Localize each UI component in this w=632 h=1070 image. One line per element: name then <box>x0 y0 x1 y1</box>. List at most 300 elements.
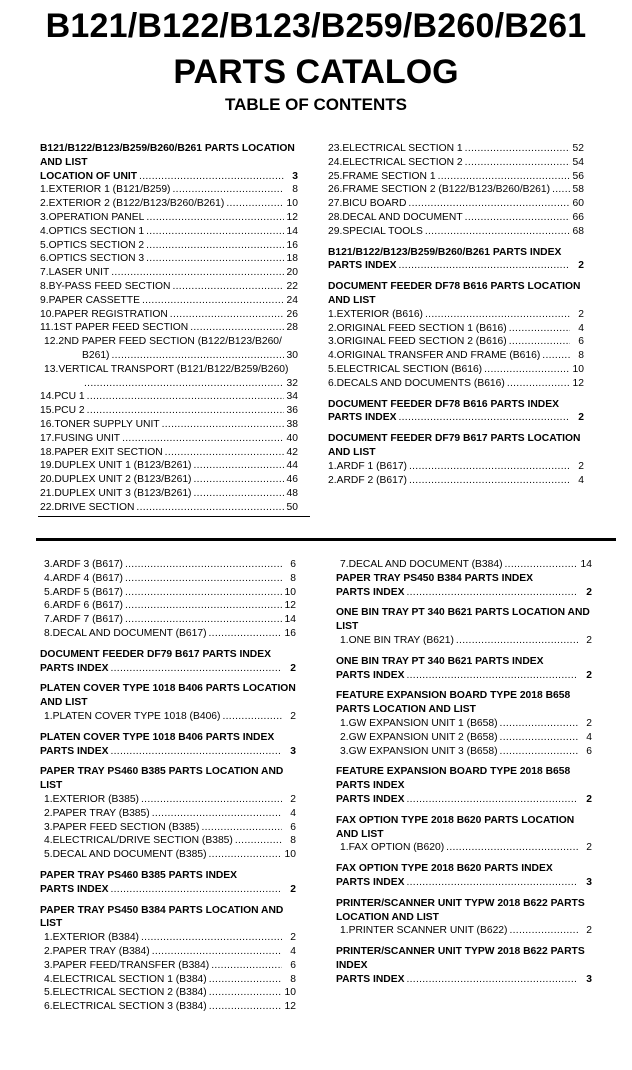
toc-entry[interactable] <box>40 945 296 959</box>
page-number: 3 <box>292 170 298 182</box>
page-number: 4 <box>578 322 584 334</box>
page-number: 42 <box>286 446 298 458</box>
page-number: 52 <box>572 143 584 154</box>
toc-entry-label: 9.PAPER CASSETTE <box>40 294 140 306</box>
dot-leader <box>507 377 570 391</box>
page-number: 10 <box>286 198 298 210</box>
toc-entry-label: 5.DECAL AND DOCUMENT (B385) <box>44 849 207 861</box>
toc-entry[interactable] <box>40 404 298 418</box>
toc-entry[interactable] <box>40 848 296 862</box>
toc-entry[interactable] <box>40 710 296 724</box>
toc-entry[interactable] <box>40 959 296 973</box>
dot-leader <box>456 634 578 648</box>
toc-entry[interactable] <box>40 432 298 446</box>
dot-leader <box>465 156 570 170</box>
dot-leader <box>87 404 284 418</box>
toc-entry-label: 1.ONE BIN TRAY (B621) <box>340 634 454 646</box>
toc-column-upper-right <box>328 142 584 487</box>
page-number: 32 <box>286 377 298 389</box>
dot-leader <box>409 460 570 474</box>
toc-entry[interactable] <box>336 558 592 572</box>
toc-entry-label: PARTS INDEX <box>40 662 109 674</box>
page-number: 6 <box>290 959 296 971</box>
dot-leader <box>406 876 578 890</box>
toc-entry-label: 7.ARDF 7 (B617) <box>44 614 123 626</box>
parts-index-entry[interactable] <box>336 586 592 600</box>
toc-entry[interactable] <box>40 613 296 627</box>
toc-entry-label: 25.FRAME SECTION 1 <box>328 170 436 182</box>
page-number: 2 <box>290 932 296 944</box>
toc-entry-label: 10.PAPER REGISTRATION <box>40 308 168 320</box>
dot-leader <box>110 662 282 676</box>
page-number: 50 <box>286 501 298 513</box>
toc-entry-label: 27.BICU BOARD <box>328 198 407 210</box>
dot-leader <box>125 586 282 600</box>
toc-entry[interactable] <box>40 308 298 322</box>
dot-leader <box>209 986 282 1000</box>
page-number: 8 <box>290 572 296 584</box>
toc-entry-label: 22.DRIVE SECTION <box>40 501 135 513</box>
section-heading: FEATURE EXPANSION BOARD TYPE 2018 B658 PARTS INDEX <box>336 766 571 792</box>
toc-entry[interactable] <box>336 717 592 731</box>
dot-leader <box>446 841 578 855</box>
toc-entry[interactable] <box>40 487 298 501</box>
parts-index-entry[interactable] <box>40 170 298 184</box>
dot-leader <box>500 717 578 731</box>
dot-leader <box>438 170 570 184</box>
toc-entry[interactable] <box>40 821 296 835</box>
dot-leader <box>146 211 284 225</box>
page-number: 22 <box>286 280 298 292</box>
page-number: 66 <box>572 211 584 223</box>
dot-leader <box>87 390 284 404</box>
toc-entry[interactable] <box>40 349 298 363</box>
page-number: 14 <box>284 614 296 626</box>
toc-entry-label: 3.PAPER FEED/TRANSFER (B384) <box>44 959 210 971</box>
toc-entry[interactable] <box>40 390 298 404</box>
toc-entry[interactable] <box>40 459 298 473</box>
toc-entry[interactable] <box>336 924 592 938</box>
dot-leader <box>542 349 570 363</box>
page-number: 18 <box>286 253 298 265</box>
page-number: 58 <box>572 184 584 196</box>
toc-entry-label: 3.ORIGINAL FEED SECTION 2 (B616) <box>328 336 507 348</box>
page-number: 36 <box>286 405 298 417</box>
toc-entry-label: PARTS INDEX <box>328 260 397 272</box>
page-number: 3 <box>290 745 296 757</box>
page-number: 2 <box>290 883 296 895</box>
page-number: 46 <box>286 474 298 486</box>
page-number: 2 <box>586 925 592 937</box>
toc-entry[interactable] <box>328 335 584 349</box>
toc-entry[interactable] <box>328 474 584 488</box>
toc-entry-label: 2.PAPER TRAY (B385) <box>44 807 150 819</box>
toc-entry-label: 6.ARDF 6 (B617) <box>44 600 123 612</box>
page-number: 8 <box>292 184 298 196</box>
page-number: 60 <box>572 198 584 210</box>
dot-leader <box>146 252 284 266</box>
page-number: 68 <box>572 225 584 237</box>
toc-entry[interactable] <box>40 586 296 600</box>
toc-entry-label: 4.OPTICS SECTION 1 <box>40 225 145 237</box>
toc-entry-label: PARTS INDEX <box>336 973 405 985</box>
dot-leader <box>209 848 282 862</box>
toc-entry-label: 4.ELECTRICAL/DRIVE SECTION (B385) <box>44 835 233 847</box>
dot-leader <box>111 349 284 363</box>
toc-entry-label: 5.OPTICS SECTION 2 <box>40 239 145 251</box>
toc-entry-label: 8.DECAL AND DOCUMENT (B617) <box>44 627 207 639</box>
section-heading: PAPER TRAY PS450 B384 PARTS LOCATION AND LIST <box>40 904 284 930</box>
page-number: 56 <box>572 170 584 182</box>
toc-entry[interactable] <box>336 634 592 648</box>
toc-entry[interactable] <box>40 501 298 515</box>
page-number: 2 <box>290 793 296 805</box>
dot-leader <box>509 335 570 349</box>
toc-entry-label: 1.EXTERIOR (B384) <box>44 932 139 944</box>
toc-entry[interactable] <box>40 473 298 487</box>
toc-entry-label: 18.PAPER EXIT SECTION <box>40 446 163 458</box>
page-number: 14 <box>580 559 592 570</box>
toc-entry[interactable] <box>40 377 298 391</box>
page-number: 3 <box>586 876 592 888</box>
section-heading: PRINTER/SCANNER UNIT TYPW 2018 B622 PARTS INDEX <box>336 946 585 971</box>
page-number: 4 <box>578 474 584 486</box>
toc-entry-label: PARTS INDEX <box>336 586 405 598</box>
toc-entry[interactable] <box>328 197 584 211</box>
toc-entry-label: 5.ELECTRICAL SECTION 2 (B384) <box>44 987 207 999</box>
page-number: 14 <box>286 225 298 237</box>
toc-entry-label: 1.GW EXPANSION UNIT 1 (B658) <box>340 717 498 729</box>
dot-leader <box>209 1000 282 1014</box>
dot-leader <box>406 586 578 600</box>
parts-index-entry[interactable] <box>336 876 592 890</box>
section-divider-thin <box>38 516 310 517</box>
dot-leader <box>211 959 282 973</box>
document-title: B121/B122/B123/B259/B260/B261 <box>45 7 587 45</box>
toc-entry-label: 8.BY-PASS FEED SECTION <box>40 280 171 292</box>
toc-entry-label: 1.EXTERIOR (B616) <box>328 308 423 320</box>
page-number: 26 <box>286 308 298 320</box>
toc-entry-label: 1.ARDF 1 (B617) <box>328 460 407 472</box>
dot-leader <box>146 239 284 253</box>
toc-entry-label: 3.PAPER FEED SECTION (B385) <box>44 821 200 833</box>
section-heading: FEATURE EXPANSION BOARD TYPE 2018 B658 PARTS LOCATION AND LIST <box>336 690 571 716</box>
toc-entry[interactable] <box>40 599 296 613</box>
page-number: 10 <box>284 987 296 999</box>
toc-entry[interactable] <box>328 156 584 170</box>
toc-entry[interactable] <box>336 841 592 855</box>
page-number: 4 <box>290 945 296 957</box>
dot-leader <box>152 807 282 821</box>
parts-index-entry[interactable] <box>336 669 592 683</box>
dot-leader <box>406 793 578 807</box>
page-number: 8 <box>290 835 296 847</box>
toc-column-lower-left <box>40 558 296 1014</box>
toc-entry[interactable] <box>40 183 298 197</box>
dot-leader <box>209 973 282 987</box>
toc-entry-label: PARTS INDEX <box>40 745 109 757</box>
dot-leader <box>500 731 578 745</box>
toc-entry[interactable] <box>328 363 584 377</box>
section-heading: PLATEN COVER TYPE 1018 B406 PARTS INDEX <box>40 731 275 743</box>
page-number: 16 <box>284 627 296 639</box>
page-number: 2 <box>578 460 584 472</box>
page-number: 2 <box>586 634 592 646</box>
section-heading: ONE BIN TRAY PT 340 B621 PARTS LOCATION AND LIST <box>336 607 590 633</box>
page-number: 2 <box>578 260 584 272</box>
section-heading: B121/B122/B123/B259/B260/B261 PARTS INDEX <box>328 246 562 258</box>
page-number: 6 <box>290 559 296 570</box>
toc-entry[interactable] <box>336 731 592 745</box>
parts-index-entry[interactable] <box>40 662 296 676</box>
toc-column-upper-left <box>40 142 298 515</box>
toc-entry[interactable] <box>328 308 584 322</box>
page-number: 6 <box>578 336 584 348</box>
dot-leader <box>141 931 282 945</box>
toc-entry[interactable] <box>40 294 298 308</box>
dot-leader <box>505 558 578 572</box>
dot-leader <box>509 924 578 938</box>
page-number: 24 <box>286 294 298 306</box>
document-subtitle: PARTS CATALOG <box>173 53 459 91</box>
page-number: 40 <box>286 432 298 444</box>
toc-entry-label: 2.ARDF 2 (B617) <box>328 474 407 486</box>
dot-leader <box>201 821 282 835</box>
toc-entry-label: 2.PAPER TRAY (B384) <box>44 945 150 957</box>
dot-leader <box>170 308 284 322</box>
toc-entry-label: 4.ELECTRICAL SECTION 1 (B384) <box>44 973 207 985</box>
toc-entry[interactable] <box>40 931 296 945</box>
toc-entry[interactable] <box>40 834 296 848</box>
section-heading: PAPER TRAY PS460 B385 PARTS LOCATION AND LIST <box>40 766 284 792</box>
page-number: 4 <box>290 807 296 819</box>
toc-entry-label: PARTS INDEX <box>328 412 397 424</box>
dot-leader <box>425 225 570 239</box>
toc-entry[interactable] <box>40 986 296 1000</box>
page-number: 12 <box>284 1001 296 1013</box>
parts-index-entry[interactable] <box>336 973 592 987</box>
toc-entry-label: 24.ELECTRICAL SECTION 2 <box>328 156 463 168</box>
dot-leader <box>125 599 282 613</box>
toc-entry-continuation: B261) <box>82 349 110 361</box>
page-number: 2 <box>586 717 592 729</box>
page-number: 10 <box>284 849 296 861</box>
toc-entry-label: PARTS INDEX <box>336 669 405 681</box>
toc-entry[interactable] <box>40 252 298 266</box>
toc-entry[interactable] <box>328 225 584 239</box>
toc-entry-label: 1.FAX OPTION (B620) <box>340 842 445 854</box>
toc-entry[interactable] <box>40 572 296 586</box>
page-number: 2 <box>578 412 584 424</box>
toc-entry[interactable] <box>40 266 298 280</box>
toc-entry-label: PARTS INDEX <box>336 876 405 888</box>
dot-leader <box>173 183 285 197</box>
toc-entry-label: 7.DECAL AND DOCUMENT (B384) <box>340 559 503 570</box>
toc-entry[interactable] <box>40 280 298 294</box>
toc-entry-text[interactable]: 12.2ND PAPER FEED SECTION (B122/B123/B260/ <box>44 336 282 348</box>
page-number: 2 <box>586 586 592 598</box>
page-number: 12 <box>572 377 584 389</box>
toc-entry-label: 28.DECAL AND DOCUMENT <box>328 211 463 223</box>
toc-entry-label: 1.PLATEN COVER TYPE 1018 (B406) <box>44 710 221 722</box>
section-heading: ONE BIN TRAY PT 340 B621 PARTS INDEX <box>336 655 544 667</box>
dot-leader <box>193 473 284 487</box>
section-heading: PAPER TRAY PS450 B384 PARTS INDEX <box>336 572 534 584</box>
section-heading: FAX OPTION TYPE 2018 B620 PARTS INDEX <box>336 863 553 875</box>
toc-entry[interactable] <box>328 183 584 197</box>
toc-entry-label: 26.FRAME SECTION 2 (B122/B123/B260/B261) <box>328 184 551 196</box>
dot-leader <box>235 834 282 848</box>
dot-leader <box>406 973 578 987</box>
dot-leader <box>190 321 284 335</box>
toc-entry-label: PARTS INDEX <box>40 883 109 895</box>
dot-leader <box>141 793 282 807</box>
dot-leader <box>222 710 282 724</box>
toc-entry[interactable] <box>328 377 584 391</box>
toc-entry[interactable] <box>328 322 584 336</box>
dot-leader <box>408 197 570 211</box>
toc-entry[interactable] <box>40 321 298 335</box>
toc-entry[interactable] <box>328 211 584 225</box>
toc-entry-label: 16.TONER SUPPLY UNIT <box>40 418 160 430</box>
parts-index-entry[interactable] <box>336 793 592 807</box>
dot-leader <box>398 259 570 273</box>
page-number: 28 <box>286 322 298 334</box>
dot-leader <box>398 411 570 425</box>
dot-leader <box>142 294 284 308</box>
dot-leader <box>84 377 284 391</box>
dot-leader <box>409 474 570 488</box>
toc-entry[interactable] <box>40 211 298 225</box>
toc-entry-label: 2.GW EXPANSION UNIT 2 (B658) <box>340 731 498 743</box>
page-number: 2 <box>578 308 584 320</box>
section-heading: B121/B122/B123/B259/B260/B261 PARTS LOCATION AND LIST <box>40 143 295 168</box>
section-heading: PRINTER/SCANNER UNIT TYPW 2018 B622 PARTS LOCATION AND LIST <box>336 897 585 923</box>
dot-leader <box>139 170 284 184</box>
toc-entry-label: 23.ELECTRICAL SECTION 1 <box>328 143 463 154</box>
page-number: 34 <box>286 391 298 403</box>
toc-entry-label: 20.DUPLEX UNIT 2 (B123/B261) <box>40 474 192 486</box>
dot-leader <box>125 613 282 627</box>
page-number: 2 <box>290 710 296 722</box>
toc-entry-label: 5.ARDF 5 (B617) <box>44 586 123 598</box>
page-number: 10 <box>572 363 584 375</box>
page-number: 48 <box>286 487 298 499</box>
toc-entry-label: 2.EXTERIOR 2 (B122/B123/B260/B261) <box>40 198 225 210</box>
dot-leader <box>146 225 284 239</box>
toc-entry-label: 1.EXTERIOR 1 (B121/B259) <box>40 184 171 196</box>
toc-entry[interactable] <box>40 793 296 807</box>
page-number: 12 <box>284 600 296 612</box>
dot-leader <box>484 363 570 377</box>
toc-entry[interactable] <box>328 170 584 184</box>
toc-entry-label: 15.PCU 2 <box>40 405 85 417</box>
toc-entry-label: 6.ELECTRICAL SECTION 3 (B384) <box>44 1001 207 1013</box>
toc-entry-label: LOCATION OF UNIT <box>40 170 138 182</box>
parts-index-entry[interactable] <box>328 411 584 425</box>
page-number: 8 <box>578 350 584 362</box>
page-number: 2 <box>586 793 592 805</box>
toc-entry[interactable] <box>40 239 298 253</box>
page-number: 3 <box>586 973 592 985</box>
section-heading: DOCUMENT FEEDER DF78 B616 PARTS INDEX <box>328 398 559 410</box>
dot-leader <box>500 745 578 759</box>
toc-entry[interactable] <box>40 418 298 432</box>
toc-entry[interactable] <box>40 446 298 460</box>
section-divider-thick <box>36 538 616 541</box>
toc-entry[interactable] <box>40 627 296 641</box>
dot-leader <box>552 183 570 197</box>
toc-entry[interactable] <box>328 460 584 474</box>
dot-leader <box>136 501 284 515</box>
page-number: 54 <box>572 156 584 168</box>
toc-entry-label: 5.ELECTRICAL SECTION (B616) <box>328 363 483 375</box>
toc-entry-label: 11.1ST PAPER FEED SECTION <box>40 322 189 334</box>
page-number: 2 <box>586 669 592 681</box>
section-heading: DOCUMENT FEEDER DF79 B617 PARTS LOCATION AND LIST <box>328 433 581 458</box>
toc-entry[interactable] <box>40 807 296 821</box>
parts-index-entry[interactable] <box>328 259 584 273</box>
page-number: 2 <box>290 662 296 674</box>
toc-entry-label: 19.DUPLEX UNIT 1 (B123/B261) <box>40 460 192 472</box>
dot-leader <box>162 418 284 432</box>
page-number: 38 <box>286 418 298 430</box>
toc-entry-label: 6.DECALS AND DOCUMENTS (B616) <box>328 377 505 389</box>
section-heading: PLATEN COVER TYPE 1018 B406 PARTS LOCATION AND LIST <box>40 683 296 709</box>
toc-entry[interactable] <box>40 558 296 572</box>
toc-entry[interactable] <box>336 745 592 759</box>
toc-entry-label: PARTS INDEX <box>336 793 405 805</box>
toc-entry-label: 3.GW EXPANSION UNIT 3 (B658) <box>340 745 498 757</box>
toc-entry-label: 6.OPTICS SECTION 3 <box>40 253 145 265</box>
toc-entry-label: 4.ARDF 4 (B617) <box>44 572 123 584</box>
page-number: 30 <box>286 349 298 361</box>
dot-leader <box>465 211 570 225</box>
toc-entry-text[interactable]: 13.VERTICAL TRANSPORT (B121/B122/B259/B260) <box>44 363 289 375</box>
parts-index-entry[interactable] <box>40 745 296 759</box>
page-number: 4 <box>586 731 592 743</box>
toc-entry[interactable] <box>40 225 298 239</box>
section-heading: PAPER TRAY PS460 B385 PARTS INDEX <box>40 869 238 881</box>
page-number: 16 <box>286 239 298 251</box>
dot-leader <box>172 280 284 294</box>
page-number: 10 <box>284 586 296 598</box>
page-number: 6 <box>290 821 296 833</box>
toc-entry-label: 1.PRINTER SCANNER UNIT (B622) <box>340 925 508 937</box>
section-heading: DOCUMENT FEEDER DF79 B617 PARTS INDEX <box>40 648 271 660</box>
toc-entry-label: 3.OPERATION PANEL <box>40 211 145 223</box>
toc-entry[interactable] <box>328 349 584 363</box>
page-number: 20 <box>286 267 298 279</box>
dot-leader <box>165 446 284 460</box>
toc-entry[interactable] <box>40 973 296 987</box>
toc-entry-label: 3.ARDF 3 (B617) <box>44 559 123 570</box>
dot-leader <box>509 322 570 336</box>
toc-entry[interactable] <box>328 142 584 156</box>
dot-leader <box>110 745 282 759</box>
page-number: 12 <box>286 211 298 223</box>
toc-entry-label: 2.ORIGINAL FEED SECTION 1 (B616) <box>328 322 507 334</box>
dot-leader <box>406 669 578 683</box>
dot-leader <box>110 883 282 897</box>
section-heading: DOCUMENT FEEDER DF78 B616 PARTS LOCATION AND LIST <box>328 281 581 306</box>
dot-leader <box>425 308 570 322</box>
parts-index-entry[interactable] <box>40 883 296 897</box>
toc-entry[interactable] <box>40 197 298 211</box>
toc-entry[interactable] <box>40 1000 296 1014</box>
page-number: 44 <box>286 460 298 472</box>
dot-leader <box>226 197 284 211</box>
